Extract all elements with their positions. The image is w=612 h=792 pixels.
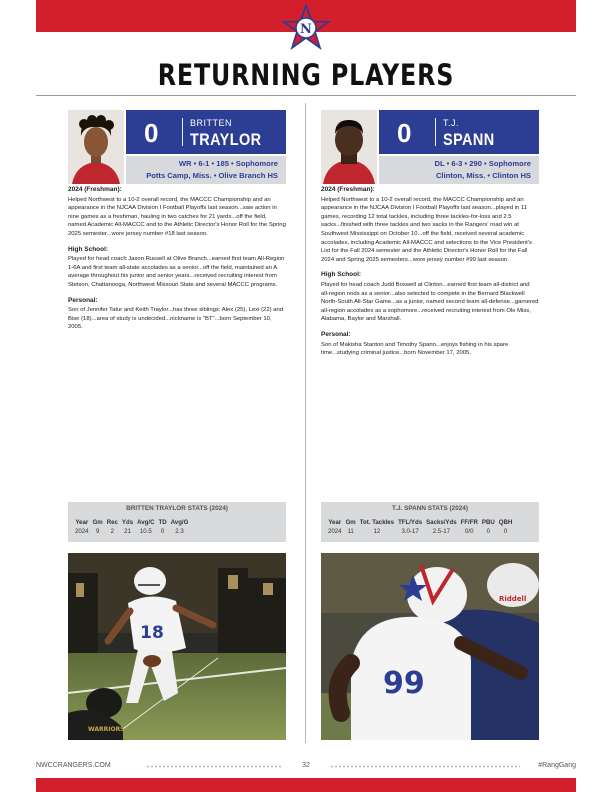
stats-header-row [326,518,514,527]
position-height-weight: WR • 6-1 • 185 • Sophomore [178,159,278,168]
stats-header: TD [158,519,167,526]
headshot-traylor [68,110,124,184]
stats-header: Sacks/Yds [426,519,457,526]
stats-cell: 2.3 [175,528,184,535]
stats-cell: 0 [486,528,490,535]
stats-table [326,518,514,536]
bio-heading: 2024 (Freshman): [321,186,375,193]
bio-text: Helped Northwest to a 10-2 overall record, the MACCC Championship and an appearance in the NJCAA Division I Football Playoffs last season...saw action in nine games as a freshman, hauling in two catches for 21 yards...off the field, named Academic All-MACCC and to the Athletic Director's Honor Roll for the Spring 2025 semester...wore jersey number #18 last season. [68,196,286,237]
bio-spann [321,186,539,358]
bio-heading: Personal: [68,296,98,304]
first-name: BRITTEN [190,118,233,128]
stats-title: BRITTEN TRAYLOR STATS (2024) [126,505,228,512]
bio-heading: High School: [68,245,109,253]
jersey-number-photo: 18 [140,623,164,643]
jersey-number-photo: 99 [383,666,425,701]
helmet-brand: Riddell [499,595,527,603]
stats-cell: 2.5-17 [432,528,450,535]
page-number: 32 [302,762,310,769]
stats-cell: 0 [503,528,508,535]
stats-cell: 12 [373,528,381,535]
title-divider [36,95,576,96]
stats-row [326,527,514,536]
action-photo-spann [321,553,539,740]
nameplate-spann [379,110,539,154]
footer-hashtag: #RangGang [538,762,576,769]
stats-cell: 2 [110,528,115,535]
footer-dots-left [146,765,282,768]
column-divider [305,103,306,743]
bio-heading: Personal: [321,330,351,338]
svg-text:N: N [300,22,312,37]
bio-heading: 2024 (Freshman): [68,186,122,193]
headshot-spann [321,110,377,184]
stats-title: T.J. SPANN STATS (2024) [392,505,468,512]
stats-cell: 0/0 [465,528,474,535]
stats-header-row [73,518,190,527]
jersey-number: 0 [144,118,159,148]
bio-heading: High School: [321,271,362,279]
stats-header: Year [75,519,89,526]
hometown-school: Clinton, Miss. • Clinton HS [435,171,531,180]
stats-header: PBU [481,519,495,526]
stats-row [73,527,190,536]
stats-header: Gm [92,519,103,526]
stats-cell: 0 [160,528,165,535]
player-header-traylor [68,110,286,184]
stats-header: Tot. Tackles [359,519,395,526]
nameplate-separator [182,118,183,146]
stats-cell: 21 [124,528,131,535]
stats-cell: 9 [95,528,100,535]
stats-cell: 2024 [328,528,342,535]
stats-header: FF/FR [460,519,478,526]
bottom-red-band [36,778,576,792]
player-info-spann [379,156,539,184]
player-header-spann [321,110,539,184]
stats-header: Avg/G [170,519,189,526]
nameplate-traylor [126,110,286,154]
nameplate-separator [435,118,436,146]
last-name: TRAYLOR [190,130,262,149]
opponent-label: WARRIORS [88,726,125,733]
stats-header: Avg/C [137,519,155,526]
bio-text: Helped Northwest to a 10-2 overall record, the MACCC Championship and an appearance in the NJCAA Division I Football Playoffs last season...played in 11 games, recording 12 total tackles, including three tackles-for-loss and 2.5 sacks...finished with three tackles and two sacks in the Rangers' road win at Southwest Mississippi on October 10...off the field, received several academic accolades, including Academic All-MACCC and selections to the Vice President's List for the Fall 2024 semester and the Athletic Director's Honor Roll for the Fall 2024 and Spring 2025 semesters...wore jersey number #99 last season. [321,196,532,263]
footer-website: NWCCRANGERS.COM [36,762,111,769]
stats-cell: 3.0-17 [401,528,419,535]
player-info-traylor [126,156,286,184]
last-name: SPANN [443,130,495,149]
bio-traylor [68,186,286,332]
stats-box-traylor [68,502,286,542]
stats-cell: 11 [347,528,354,535]
bio-text: Son of Jennifer Tatur and Keith Traylor...has three siblings: Alex (25), Lexi (22) and Bise (18)...area of study is undecided...nickname is "BT"...born September 10, 2005. [68,307,284,331]
stats-header: TFL/Yds [398,519,423,526]
stats-header: QBH [498,519,513,526]
stats-header: Yds [121,519,134,526]
rangers-star-logo-icon [280,2,332,54]
bio-text: Son of Makisha Stanton and Timothy Spann...enjoys fishing in his spare time...studying criminal justice...born November 17, 2005. [321,341,509,357]
position-height-weight: DL • 6-3 • 290 • Sophomore [434,159,531,168]
jersey-number: 0 [397,118,412,148]
stats-cell: 2024 [75,528,89,535]
bio-text: Played for head coach Judd Boswell at Clinton...earned first team all-district and all-region nods as a senior...also selected to compete in the Bernard Blackwell North-South All-Star Game...as a junior, named second team all-defense...garnered all-region accolades as a sophomore...received recruiting interest from Ole Miss, Alabama, Baylor and Marshall. [321,281,539,323]
stats-header: Rec [106,519,118,526]
stats-box-spann [321,502,539,542]
footer-dots-right [330,765,520,768]
action-photo-traylor [68,553,286,740]
hometown-school: Potts Camp, Miss. • Olive Branch HS [146,171,278,180]
stats-header: Gm [345,519,356,526]
stats-header: Year [328,519,342,526]
bio-text: Played for head coach Jason Russell at Olive Branch...earned first team All-Region 1-6A and first team all-state accolades as a senior...off the field, maintained an A average throughout his junior and senior years...received recruiting interest from Stetson, Chattanooga, Northwest Missouri State and several MACCC programs. [68,256,285,288]
first-name: T.J. [443,118,460,128]
stats-cell: 10.5 [139,528,152,535]
page-title: RETURNING PLAYERS [157,58,455,92]
stats-table [73,518,190,536]
